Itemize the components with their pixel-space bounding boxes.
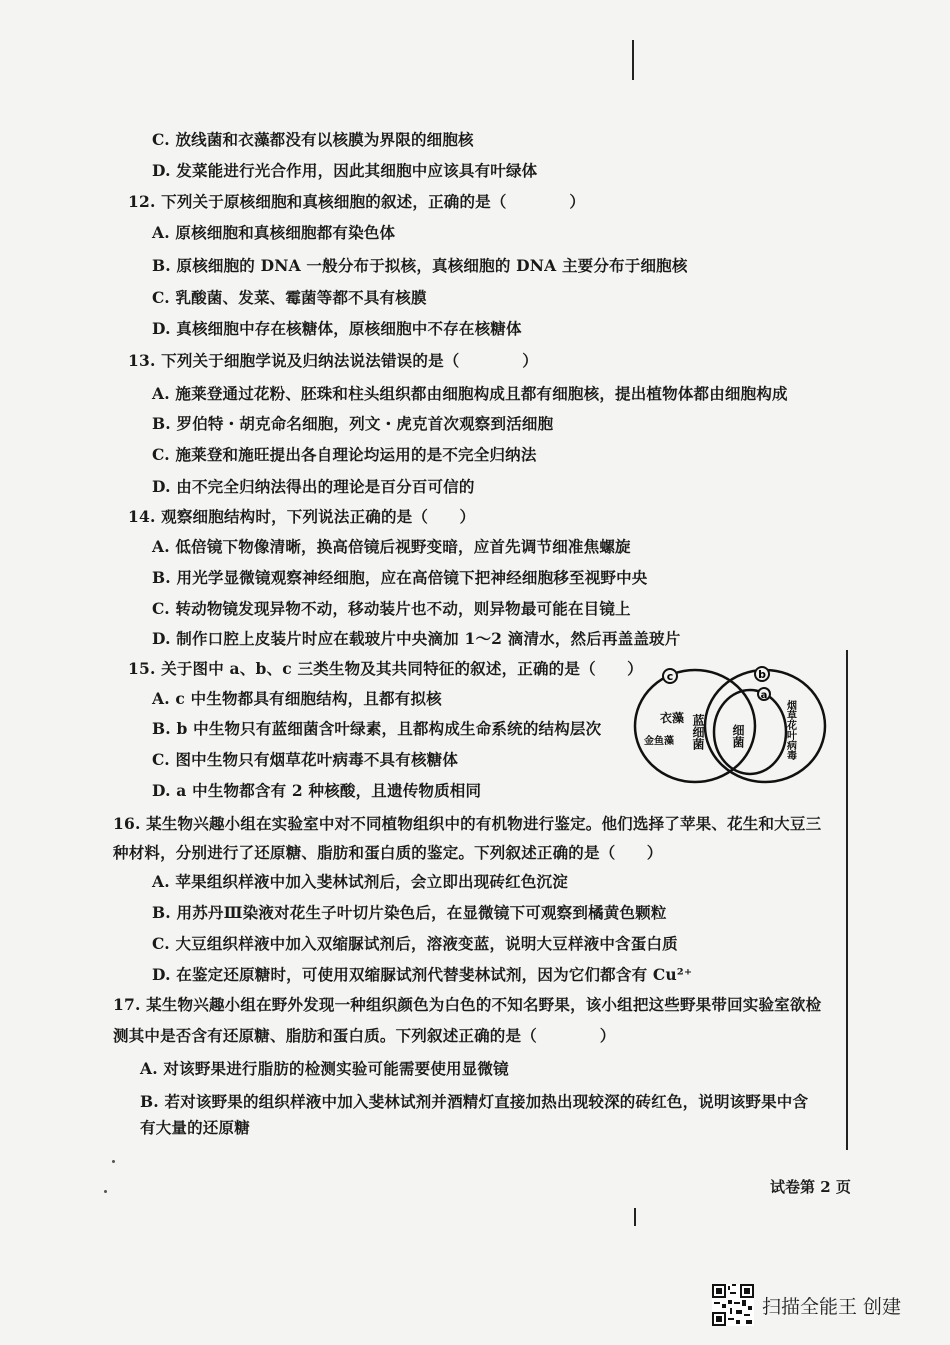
set-b-outline: [705, 670, 825, 782]
q11-option-d: D. 发菜能进行光合作用，因此其细胞中应该具有叶绿体: [152, 161, 538, 180]
q14-option-b: B. 用光学显微镜观察神经细胞，应在高倍镜下把神经细胞移至视野中央: [152, 568, 648, 587]
q11-option-c: C. 放线菌和衣藻都没有以核膜为界限的细胞核: [152, 130, 474, 149]
qr-code-icon: [712, 1284, 754, 1326]
label-a: a: [760, 690, 768, 701]
page-number: 试卷第 2 页: [770, 1178, 851, 1196]
q13-option-c: C. 施莱登和施旺提出各自理论均运用的是不完全归纳法: [152, 445, 537, 464]
q16-option-c: C. 大豆组织样液中加入双缩脲试剂后，溶液变蓝，说明大豆样液中含蛋白质: [152, 934, 678, 953]
top-divider-mark: [632, 40, 634, 80]
item-xijun: 细菌: [731, 724, 745, 748]
q16-stem-cont: 种材料，分别进行了还原糖、脂肪和蛋白质的鉴定。下列叙述正确的是（ ）: [113, 843, 663, 862]
q14-option-a: A. 低倍镜下物像清晰，换高倍镜后视野变暗，应首先调节细准焦螺旋: [152, 537, 631, 556]
right-margin-rule: [846, 650, 848, 1150]
q12-stem: 12. 下列关于原核细胞和真核细胞的叙述，正确的是（ ）: [128, 192, 586, 211]
q12-option-d: D. 真核细胞中存在核糖体，原核细胞中不存在核糖体: [152, 319, 522, 338]
q12-option-a: A. 原核细胞和真核细胞都有染色体: [152, 223, 396, 242]
q15-option-d: D. a 中生物都含有 2 种核酸，且遗传物质相同: [152, 781, 482, 800]
q16-option-a: A. 苹果组织样液中加入斐林试剂后，会立即出现砖红色沉淀: [152, 872, 568, 891]
q17-stem: 17. 某生物兴趣小组在野外发现一种组织颜色为白色的不知名野果，该小组把这些野果带回实验室欲检: [113, 995, 822, 1014]
q13-option-b: B. 罗伯特・胡克命名细胞，列文・虎克首次观察到活细胞: [152, 414, 554, 433]
q15-stem: 15. 关于图中 a、b、c 三类生物及其共同特征的叙述，正确的是（ ）: [128, 659, 643, 678]
q13-option-d: D. 由不完全归纳法得出的理论是百分百可信的: [152, 477, 475, 496]
q13-stem: 13. 下列关于细胞学说及归纳法说法错误的是（ ）: [128, 351, 538, 370]
q17-option-b-cont: 有大量的还原糖: [140, 1118, 250, 1137]
item-lanxijun: 蓝细菌: [691, 714, 705, 750]
item-yancao-bingdu: 烟草花叶病毒: [784, 700, 796, 760]
q16-stem: 16. 某生物兴趣小组在实验室中对不同植物组织中的有机物进行鉴定。他们选择了苹果、花生和大豆三: [113, 814, 822, 833]
venn-diagram: [630, 662, 830, 787]
q14-option-d: D. 制作口腔上皮装片时应在载玻片中央滴加 1～2 滴清水，然后再盖盖玻片: [152, 629, 681, 648]
q15-option-b: B. b 中生物只有蓝细菌含叶绿素，且都构成生命系统的结构层次: [152, 719, 602, 738]
q17-option-a: A. 对该野果进行脂肪的检测实验可能需要使用显微镜: [140, 1059, 509, 1078]
q15-option-c: C. 图中生物只有烟草花叶病毒不具有核糖体: [152, 750, 459, 769]
item-jinyuzao: 金鱼藻: [644, 736, 674, 747]
item-yizao: 衣藻: [660, 711, 685, 725]
q17-stem-cont: 测其中是否含有还原糖、脂肪和蛋白质。下列叙述正确的是（ ）: [113, 1026, 616, 1045]
q15-option-a: A. c 中生物都具有细胞结构，且都有拟核: [152, 689, 442, 708]
label-b: b: [758, 668, 766, 681]
q14-option-c: C. 转动物镜发现异物不动，移动装片也不动，则异物最可能在目镜上: [152, 599, 631, 618]
q12-option-c: C. 乳酸菌、发菜、霉菌等都不具有核膜: [152, 288, 427, 307]
q16-option-b: B. 用苏丹Ⅲ染液对花生子叶切片染色后，在显微镜下可观察到橘黄色颗粒: [152, 903, 667, 922]
scanner-watermark: [712, 1284, 901, 1326]
label-c: c: [666, 670, 674, 683]
q16-option-d: D. 在鉴定还原糖时，可使用双缩脲试剂代替斐林试剂，因为它们都含有 Cu²⁺: [152, 965, 693, 984]
q17-option-b: B. 若对该野果的组织样液中加入斐林试剂并酒精灯直接加热出现较深的砖红色，说明该野果中含: [140, 1092, 809, 1111]
q12-option-b: B. 原核细胞的 DNA 一般分布于拟核，真核细胞的 DNA 主要分布于细胞核: [152, 256, 688, 275]
q13-option-a: A. 施莱登通过花粉、胚珠和柱头组织都由细胞构成且都有细胞核，提出植物体都由细胞构成: [152, 384, 788, 403]
bottom-divider-mark: [634, 1208, 636, 1226]
watermark-text: 扫描全能王 创建: [762, 1295, 902, 1318]
q14-stem: 14. 观察细胞结构时，下列说法正确的是（ ）: [128, 507, 476, 526]
